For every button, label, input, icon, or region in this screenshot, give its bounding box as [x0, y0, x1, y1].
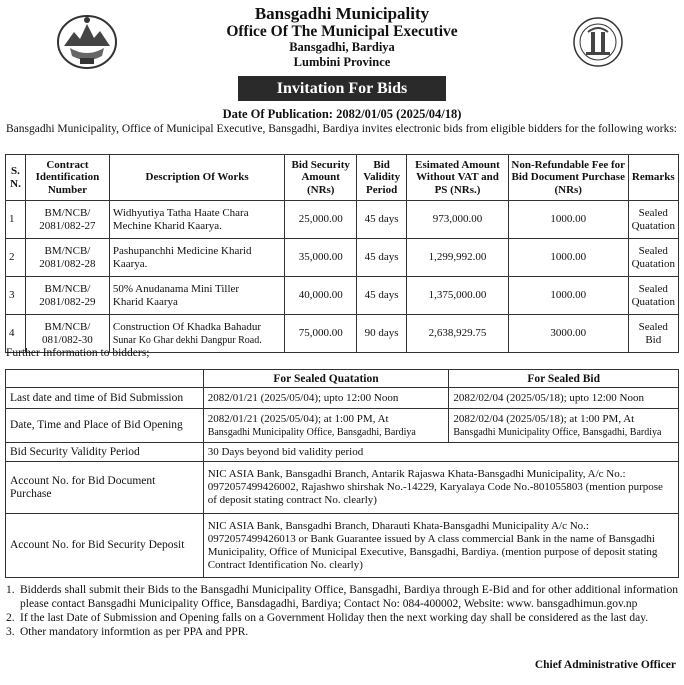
table-row — [6, 277, 679, 315]
col-header-quotation: For Sealed Quatation — [203, 370, 449, 388]
contract-id-cell: BM/NCB/ 2081/082-27 — [25, 201, 109, 239]
table-row — [6, 443, 679, 462]
list-item: 1. Bidderds shall submit their Bids to the Bansgadhi Municipality Office, Bansgadhi, Bardiya through E-Bid and for other additional information please contact Bansgadhi Municipality Office, Bansdagadhi, Bardiya; Contact No: 084-400002, Website: www. bansgadhimun.gov.np — [6, 584, 678, 610]
estimate-cell: 973,000.00 — [407, 201, 509, 239]
sn-cell: 3 — [6, 277, 26, 315]
contract-id-cell: BM/NCB/ 081/082-30 — [25, 315, 109, 353]
security-account-value: NIC ASIA Bank, Bansgadhi Branch, Dharauti Khata-Bansgadhi Municipality A/c No.: 0972057499426013 or Bank Guarantee issued by A class commercial Bank in the name of Bansgadhi Municipality, Office of Municipal Executive, Bansgadhi, Bardiya. (mention purpose of deposit stating Contract Identification No. clearly) — [203, 514, 678, 578]
col-header: Description Of Works — [109, 155, 284, 201]
col-header: Esimated Amount Without VAT and PS (NRs.) — [407, 155, 509, 201]
table-row — [6, 201, 679, 239]
further-info-label: Further Information to bidders; — [6, 347, 150, 359]
validity-cell: 45 days — [357, 201, 407, 239]
bid-table — [5, 154, 679, 353]
security-cell: 25,000.00 — [285, 201, 357, 239]
validity-cell: 45 days — [357, 239, 407, 277]
list-item: 2. If the last Date of Submission and Opening falls on a Government Holiday then the next working day shall be considered as the last day. — [6, 612, 649, 624]
validity-cell: 90 days — [357, 315, 407, 353]
security-cell: 35,000.00 — [285, 239, 357, 277]
intro-paragraph: Bansgadhi Municipality, Office of Municipal Executive, Bansgadhi, Bardiya invites electronic bids from eligible bidders for the following works: — [6, 123, 677, 135]
col-header: Contract Identification Number — [25, 155, 109, 201]
fee-cell: 1000.00 — [508, 239, 628, 277]
fee-cell: 1000.00 — [508, 277, 628, 315]
col-header: Non-Refundable Fee for Bid Document Purchase (NRs) — [508, 155, 628, 201]
table-row — [6, 462, 679, 514]
bid-table-header — [6, 155, 679, 201]
col-header-bid: For Sealed Bid — [449, 370, 679, 388]
opening-label: Date, Time and Place of Bid Opening — [6, 409, 204, 443]
sn-cell: 4 — [6, 315, 26, 353]
validity-value: 30 Days beyond bid validity period — [203, 443, 678, 462]
nepal-emblem-icon — [56, 12, 118, 70]
table-row — [6, 514, 679, 578]
notice-header — [0, 4, 684, 76]
validity-cell: 45 days — [357, 277, 407, 315]
estimate-cell: 1,375,000.00 — [407, 277, 509, 315]
publication-date: Date Of Publication: 2082/01/05 (2025/04/18) — [222, 107, 462, 121]
invitation-banner: Invitation For Bids — [238, 76, 446, 101]
list-item: 3. Other mandatory informtion as per PPA and PPR. — [6, 626, 249, 638]
opening-bid: 2082/02/04 (2025/05/18); at 1:00 PM, At Bansgadhi Municipality Office, Bansgadhi, Bardiya — [449, 409, 679, 443]
col-header: Remarks — [628, 155, 678, 201]
submission-quotation: 2082/01/21 (2025/05/04); upto 12:00 Noon — [203, 388, 449, 409]
security-cell: 75,000.00 — [285, 315, 357, 353]
bid-info-table — [5, 369, 679, 578]
opening-quotation: 2082/01/21 (2025/05/04); at 1:00 PM, At Bansgadhi Municipality Office, Bansgadhi, Bardiya — [203, 409, 449, 443]
contract-id-cell: BM/NCB/ 2081/082-29 — [25, 277, 109, 315]
table-row — [6, 409, 679, 443]
info-table-header — [6, 370, 679, 388]
col-header: Bid Validity Period — [357, 155, 407, 201]
col-header: Bid Security Amount (NRs) — [285, 155, 357, 201]
description-cell: Pashupanchhi Medicine Kharid Kaarya. — [109, 239, 284, 277]
sn-cell: 2 — [6, 239, 26, 277]
remarks-cell: Sealed Quatation — [628, 201, 678, 239]
estimate-cell: 2,638,929.75 — [407, 315, 509, 353]
description-cell: Widhyutiya Tatha Haate Chara Mechine Kharid Kaarya. — [109, 201, 284, 239]
table-row — [6, 388, 679, 409]
description-cell: Construction Of Khadka Bahadur Sunar Ko Ghar dekhi Dangpur Road. — [109, 315, 284, 353]
notes-list — [6, 583, 678, 639]
remarks-cell: Sealed Quatation — [628, 277, 678, 315]
submission-bid: 2082/02/04 (2025/05/18); upto 12:00 Noon — [449, 388, 679, 409]
municipality-title: Bansgadhi Municipality — [254, 4, 430, 23]
remarks-cell: Sealed Bid — [628, 315, 678, 353]
doc-account-label: Account No. for Bid Document Purchase — [6, 462, 204, 514]
description-cell: 50% Anudanama Mini Tiller Kharid Kaarya — [109, 277, 284, 315]
signatory: Chief Administrative Officer — [534, 659, 676, 671]
sn-cell: 1 — [6, 201, 26, 239]
remarks-cell: Sealed Quatation — [628, 239, 678, 277]
province-line: Lumbini Province — [293, 55, 391, 69]
fee-cell: 3000.00 — [508, 315, 628, 353]
table-row — [6, 239, 679, 277]
security-cell: 40,000.00 — [285, 277, 357, 315]
fee-cell: 1000.00 — [508, 201, 628, 239]
estimate-cell: 1,299,992.00 — [407, 239, 509, 277]
validity-label: Bid Security Validity Period — [6, 443, 204, 462]
office-title: Office Of The Municipal Executive — [226, 23, 458, 40]
municipality-seal-icon — [572, 16, 624, 68]
doc-account-value: NIC ASIA Bank, Bansgadhi Branch, Antarik Rajaswa Khata-Bansgadhi Municipality, A/c No.: 0972057499426002, Rajashwo shirshak No.-14229, Karyalaya Code No.-801055803 (mention purpose of deposit stating contract No. clearly) — [203, 462, 678, 514]
security-account-label: Account No. for Bid Security Deposit — [6, 514, 204, 578]
location-line: Bansgadhi, Bardiya — [289, 40, 395, 54]
col-header: S. N. — [6, 155, 26, 201]
submission-label: Last date and time of Bid Submission — [6, 388, 204, 409]
contract-id-cell: BM/NCB/ 2081/082-28 — [25, 239, 109, 277]
